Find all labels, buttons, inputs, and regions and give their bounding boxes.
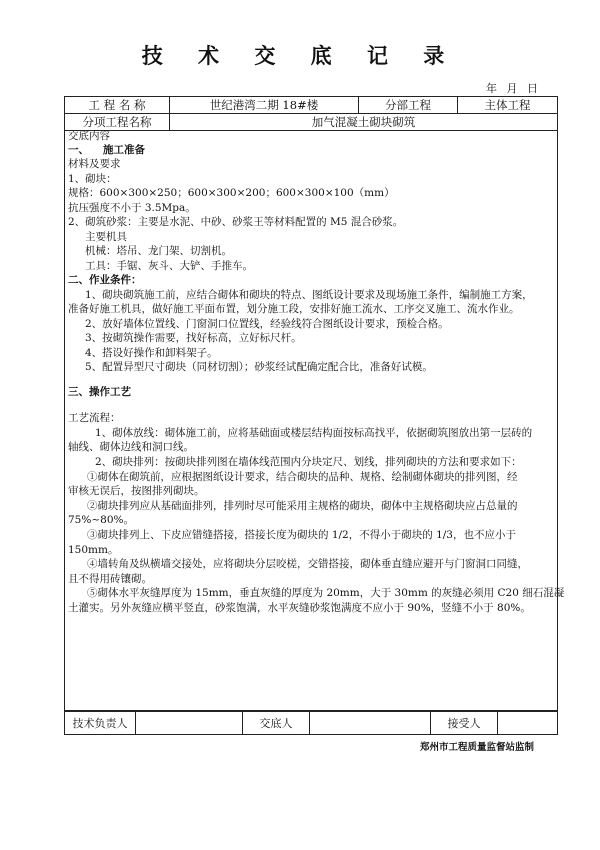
content-area (64, 129, 565, 711)
step-2-item-4-line-2: 且不得用砖镶砌。 (68, 573, 152, 585)
material-2: 2、砌筑砂浆：主要是水泥、中砂、砂浆王等材料配置的 M5 混合砂浆。 (68, 216, 404, 228)
process-flow-label: 工艺流程： (68, 412, 121, 424)
receiver-label: 接受人 (431, 712, 498, 735)
step-2-item-3-line-1: ③砌块排列上、下皮应错缝搭接，搭接长度为砌块的 1/2，不得小于砌块的 1/3，也不应小于 (87, 529, 516, 541)
step-2-item-1-line-2: 审核无误后，按图排列砌块。 (68, 485, 205, 497)
tools-heading: 主要机具 (85, 231, 127, 243)
receiver-signature-field[interactable] (498, 712, 558, 735)
content-heading: 交底内容 (68, 130, 110, 142)
material-1-spec: 规格：600×300×250；600×300×200；600×300×100（mm） (68, 187, 395, 199)
header-table (64, 96, 558, 131)
condition-3: 3、按砌筑操作需要，找好标高，立好标尺杆。 (85, 332, 302, 344)
section-1-number: 一、 (68, 144, 89, 156)
step-2-item-5-line-2: 土灌实。另外灰缝应横平竖直，砂浆饱满，水平灰缝砂浆饱满度不应小于 90%，竖缝不小于 80%。 (68, 602, 531, 614)
document-title: 技 术 交 底 记 录 (141, 43, 459, 68)
tech-lead-label: 技术负责人 (65, 712, 136, 735)
step-2: 2、砌块排列：按砌块排列图在墙体线范围内分块定尺、划线，排列砌块的方法和要求如下： (95, 456, 522, 468)
step-2-item-4-line-1: ④墙转角及纵横墙交接处，应将砌块分层咬槎，交错搭接，砌体垂直缝应避开与门窗洞口同缝， (87, 558, 528, 570)
condition-1-line-2: 准备好施工机具，做好施工平面布置，划分施工段，安排好施工流水、工序交叉施工、流水作业。 (68, 303, 520, 315)
signature-table (64, 711, 558, 735)
section-1-title: 施工准备 (103, 144, 145, 156)
subsection-value: 主体工程 (458, 97, 558, 114)
condition-4: 4、搭设好操作和卸料架子。 (85, 347, 218, 359)
tools-machine: 机械：塔吊、龙门架、切割机。 (85, 245, 232, 257)
tools-hand: 工具：手锯、灰斗、大铲、手推车。 (85, 260, 253, 272)
date-label: 年 月 日 (486, 82, 538, 95)
item-name-label: 分项工程名称 (65, 114, 170, 131)
item-name-value: 加气混凝土砌块砌筑 (170, 114, 558, 131)
project-name-value: 世纪港湾二期 18#楼 (170, 97, 359, 114)
presenter-signature-field[interactable] (310, 712, 431, 735)
material-1: 1、砌块： (68, 173, 117, 185)
step-1-line-1: 1、砌体放线：砌体施工前，应将基础面或楼层结构面按标高找平，依据砌筑图放出第一层砖的 (95, 427, 533, 439)
condition-1-line-1: 1、砌块砌筑施工前，应结合砌体和砌块的特点、图纸设计要求及现场施工条件，编制施工方案， (85, 289, 533, 301)
section-3-title: 三、操作工艺 (68, 386, 131, 398)
presenter-label: 交底人 (243, 712, 310, 735)
step-2-item-1-line-1: ①砌体在砌筑前，应根据图纸设计要求，结合砌块的品种、规格、绘制砌体砌块的排列图，经 (87, 471, 518, 483)
section-2-title: 二、作业条件： (68, 274, 142, 286)
footer-supervisor: 郑州市工程质量监督站监制 (420, 742, 535, 753)
step-2-item-3-line-2: 150mm。 (68, 544, 119, 556)
step-2-item-2-line-2: 75%~80%。 (68, 514, 134, 526)
materials-heading: 材料及要求 (68, 158, 121, 170)
step-2-item-5-line-1: ⑤砌体水平灰缝厚度为 15mm，垂直灰缝的厚度为 20mm，大于 30mm 的灰缝必须用 C20 细石混凝 (87, 587, 565, 599)
step-2-item-2-line-1: ②砌块排列应从基础面排列，排列时尽可能采用主规格的砌块，砌体中主规格砌块应占总量的 (87, 500, 518, 512)
step-1-line-2: 轴线、砌体边线和洞口线。 (68, 441, 194, 453)
material-1-strength: 抗压强度不小于 3.5Mpa。 (68, 202, 196, 214)
condition-5: 5、配置异型尺寸砌块（同材切割）；砂浆经试配确定配合比，准备好试模。 (85, 361, 433, 373)
tech-lead-signature-field[interactable] (136, 712, 243, 735)
subsection-label: 分部工程 (359, 97, 458, 114)
condition-2: 2、放好墙体位置线、门窗洞口位置线，经验线符合图纸设计要求，预检合格。 (85, 318, 449, 330)
project-name-label: 工 程 名 称 (65, 97, 170, 114)
